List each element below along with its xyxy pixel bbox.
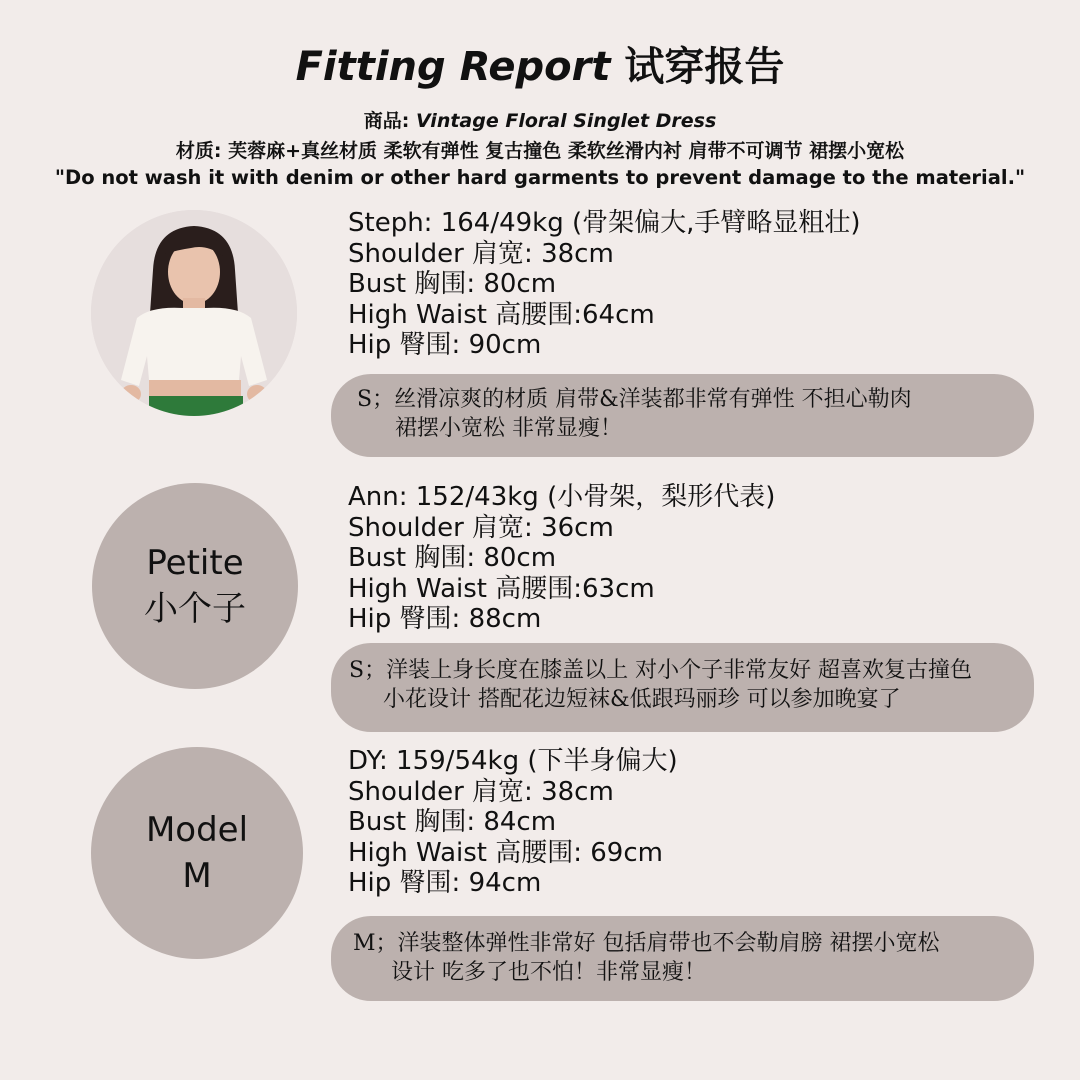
stat-hip: Hip 臀围: 88cm xyxy=(348,604,542,634)
review-note-ann xyxy=(331,643,1034,732)
stat-bust: Bust 胸围: 84cm xyxy=(348,807,557,837)
page-title xyxy=(0,40,1080,94)
note-line-1: S；洋装上身长度在膝盖以上 对小个子非常友好 超喜欢复古撞色 xyxy=(349,658,973,683)
model-stats-steph xyxy=(348,208,861,361)
stat-bust: Bust 胸围: 80cm xyxy=(348,269,557,299)
review-note-dy xyxy=(331,916,1034,1001)
review-note-steph xyxy=(331,374,1034,457)
stat-shoulder: Shoulder 肩宽: 38cm xyxy=(348,238,614,269)
note-line-2: 设计 吃多了也不怕！非常显瘦！ xyxy=(391,960,706,985)
note-line-2: 小花设计 搭配花边短袜&低跟玛丽珍 可以参加晚宴了 xyxy=(383,687,901,712)
note-line-2: 裙摆小宽松 非常显瘦！ xyxy=(395,416,622,441)
product-label: 商品: xyxy=(363,110,410,132)
stat-bust: Bust 胸围: 80cm xyxy=(348,543,557,573)
model-photo-image xyxy=(91,210,297,416)
product-line xyxy=(0,107,1080,135)
model-stats-ann xyxy=(348,482,775,635)
stat-shoulder: Shoulder 肩宽: 38cm xyxy=(348,776,614,807)
stat-high-waist: High Waist 高腰围:64cm xyxy=(348,299,655,330)
stat-name-height-weight: DY: 159/54kg (下半身偏大) xyxy=(348,746,678,776)
product-name: Vintage Floral Singlet Dress xyxy=(415,110,717,132)
avatar-line-1: Model xyxy=(145,810,249,850)
stat-name-height-weight: Ann: 152/43kg (小骨架，梨形代表) xyxy=(348,482,776,512)
model-photo-avatar xyxy=(91,210,297,416)
note-line-1: M；洋装整体弹性非常好 包括肩带也不会勒肩膀 裙摆小宽松 xyxy=(353,931,940,956)
material-line: 材质: 芙蓉麻+真丝材质 柔软有弹性 复古撞色 柔软丝滑内衬 肩带不可调节 裙摆小宽松 xyxy=(175,140,905,162)
stat-high-waist: High Waist 高腰围: 69cm xyxy=(348,837,663,868)
avatar-line-1: Petite xyxy=(146,543,244,583)
note-line-1: S；丝滑凉爽的材质 肩带&洋装都非常有弹性 不担心勒肉 xyxy=(357,387,912,412)
stat-name-height-weight: Steph: 164/49kg (骨架偏大,手臂略显粗壮) xyxy=(348,208,861,238)
model-m-avatar xyxy=(91,747,303,959)
title-chinese: 试穿报告 xyxy=(624,44,785,90)
wash-note: "Do not wash it with denim or other hard garments to prevent damage to the material." xyxy=(54,166,1026,189)
model-stats-dy xyxy=(348,746,678,899)
title-english: Fitting Report xyxy=(295,44,611,90)
stat-shoulder: Shoulder 肩宽: 36cm xyxy=(348,512,614,543)
stat-high-waist: High Waist 高腰围:63cm xyxy=(348,573,655,604)
petite-avatar xyxy=(92,483,298,689)
avatar-line-2: M xyxy=(182,856,212,896)
stat-hip: Hip 臀围: 90cm xyxy=(348,330,542,360)
avatar-line-2: 小个子 xyxy=(144,589,246,629)
stat-hip: Hip 臀围: 94cm xyxy=(348,868,542,898)
